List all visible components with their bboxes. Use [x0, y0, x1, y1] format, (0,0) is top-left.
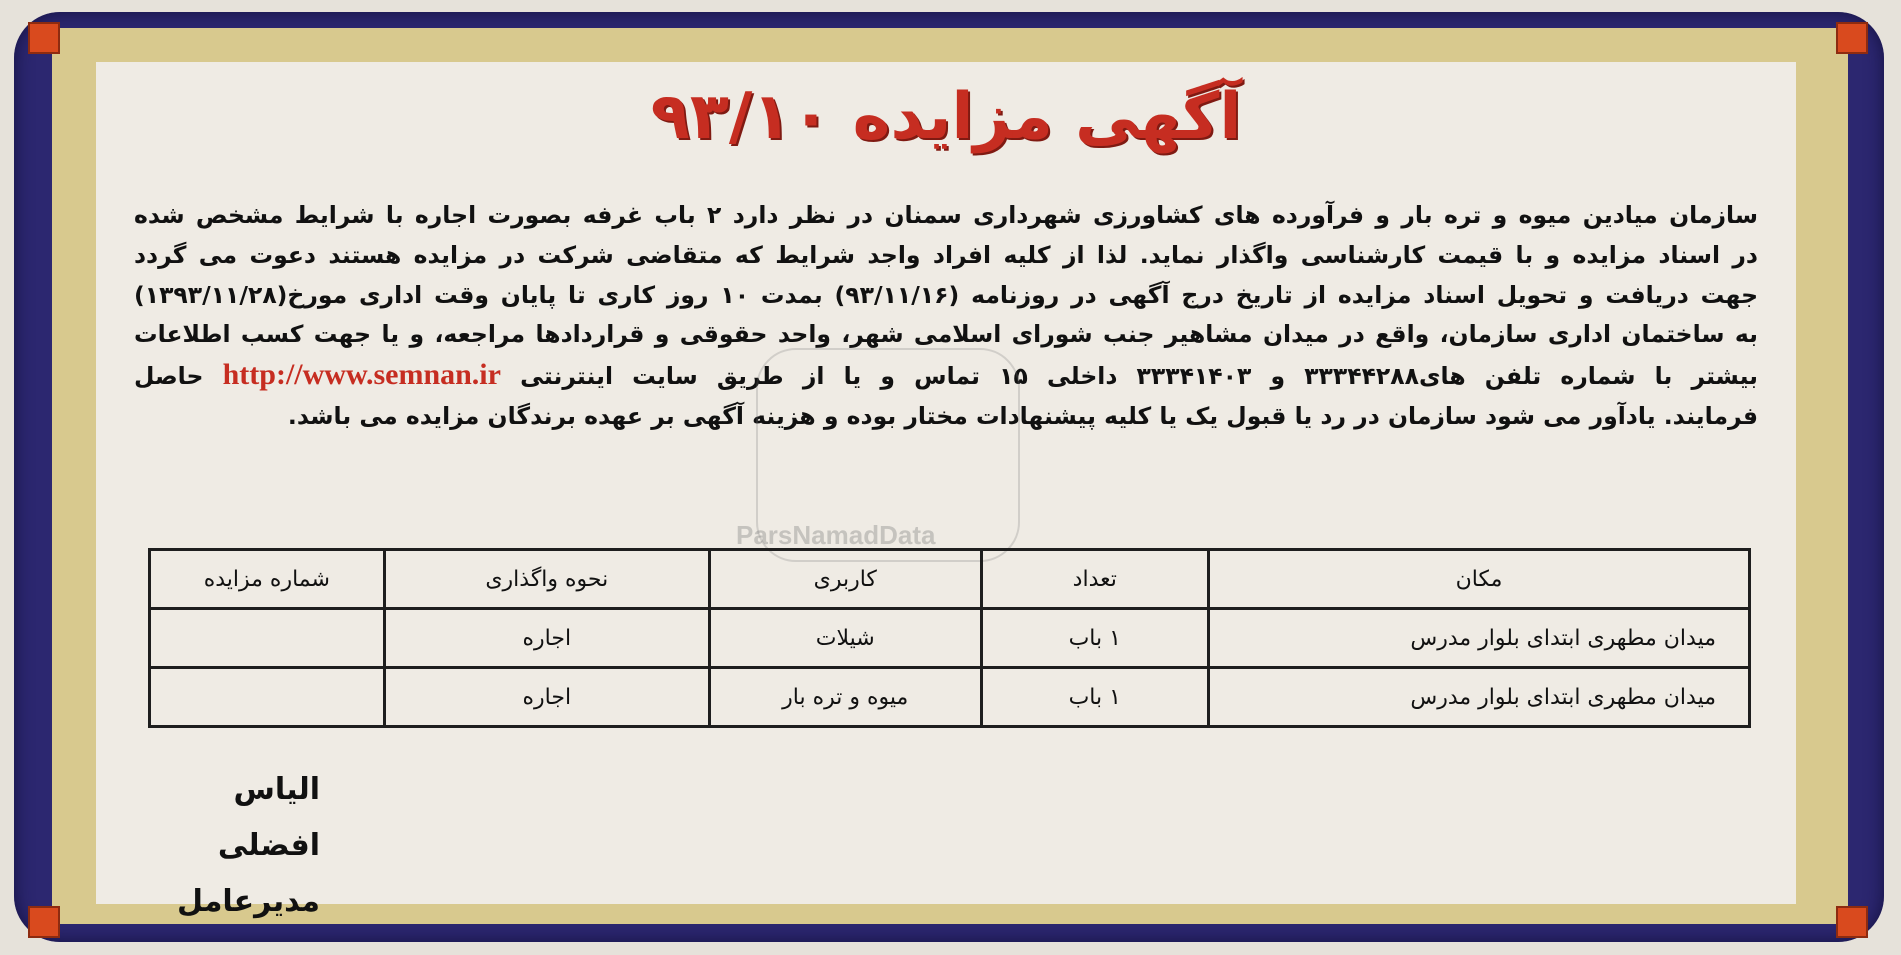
column-header: نحوه واگذاری	[384, 550, 709, 609]
table-row	[150, 668, 1750, 727]
auction-table	[148, 548, 1751, 728]
column-header: کاربری	[710, 550, 982, 609]
signatory-role: مدیرعامل	[177, 884, 320, 919]
signature-block	[140, 762, 320, 930]
table-header-row	[150, 550, 1750, 609]
corner-ornament-bottom-left	[28, 906, 60, 938]
body-line: به ساختمان اداری سازمان، واقع در میدان مشاهیر جنب شورای اسلامی شهر، واحد حقوقی و قراردادها مراجعه، و یا جهت کسب اطلاعات	[134, 320, 1758, 349]
website-link[interactable]: http://www.semnan.ir	[222, 358, 501, 392]
table-cell	[150, 609, 385, 668]
contact-text: بیشتر با شماره تلفن های۳۳۳۴۴۲۸۸ و ۳۳۳۴۱۴۰۳ داخلی ۱۵ تماس و یا از طریق سایت اینترنتی	[520, 362, 1758, 391]
column-header: تعداد	[981, 550, 1209, 609]
table-row	[150, 609, 1750, 668]
contact-text-end: حاصل	[134, 362, 204, 391]
table-cell: ۱ باب	[981, 668, 1209, 727]
table-cell: ۱ باب	[981, 609, 1209, 668]
body-line: فرمایند. یادآور می شود سازمان در رد یا قبول یک یا کلیه پیشنهادات مختار بوده و هزینه آگهی بر عهده برندگان مزایده می باشد.	[287, 401, 1758, 430]
watermark-text: ParsNamadData	[736, 520, 936, 550]
notice-title: آگهی مزایده ۹۳/۱۰	[650, 80, 1242, 154]
notice-paper	[96, 62, 1796, 919]
body-line: جهت دریافت و تحویل اسناد مزایده از تاریخ درج آگهی در روزنامه (۹۳/۱۱/۱۶) بمدت ۱۰ روز کاری تا پایان وقت اداری مورخ(۱۳۹۳/۱۱/۲۸)	[134, 280, 1759, 309]
table-cell: شیلات	[710, 609, 982, 668]
corner-ornament-bottom-right	[1836, 906, 1868, 938]
body-line: در اسناد مزایده و با قیمت کارشناسی واگذار نماید. لذا از کلیه افراد واجد شرایط که متقاضی شرکت در مزایده هستند دعوت می گردد	[134, 240, 1758, 269]
column-header: شماره مزایده	[150, 550, 385, 609]
column-header: مکان	[1209, 550, 1750, 609]
table-cell: اجاره	[384, 668, 709, 727]
corner-ornament-top-left	[28, 22, 60, 54]
table-cell	[150, 668, 385, 727]
table-cell: اجاره	[384, 609, 709, 668]
signatory-name: الیاس افضلی	[217, 772, 320, 863]
body-line: سازمان میادین میوه و تره بار و فرآورده های کشاورزی شهرداری سمنان در نظر دارد ۲ باب غرفه بصورت اجاره با شرایط مشخص شده	[134, 201, 1758, 229]
table-cell: میدان مطهری ابتدای بلوار مدرس	[1209, 609, 1750, 668]
table-cell: میدان مطهری ابتدای بلوار مدرس	[1209, 668, 1750, 727]
table-cell: میوه و تره بار	[710, 668, 982, 727]
corner-ornament-top-right	[1836, 22, 1868, 54]
